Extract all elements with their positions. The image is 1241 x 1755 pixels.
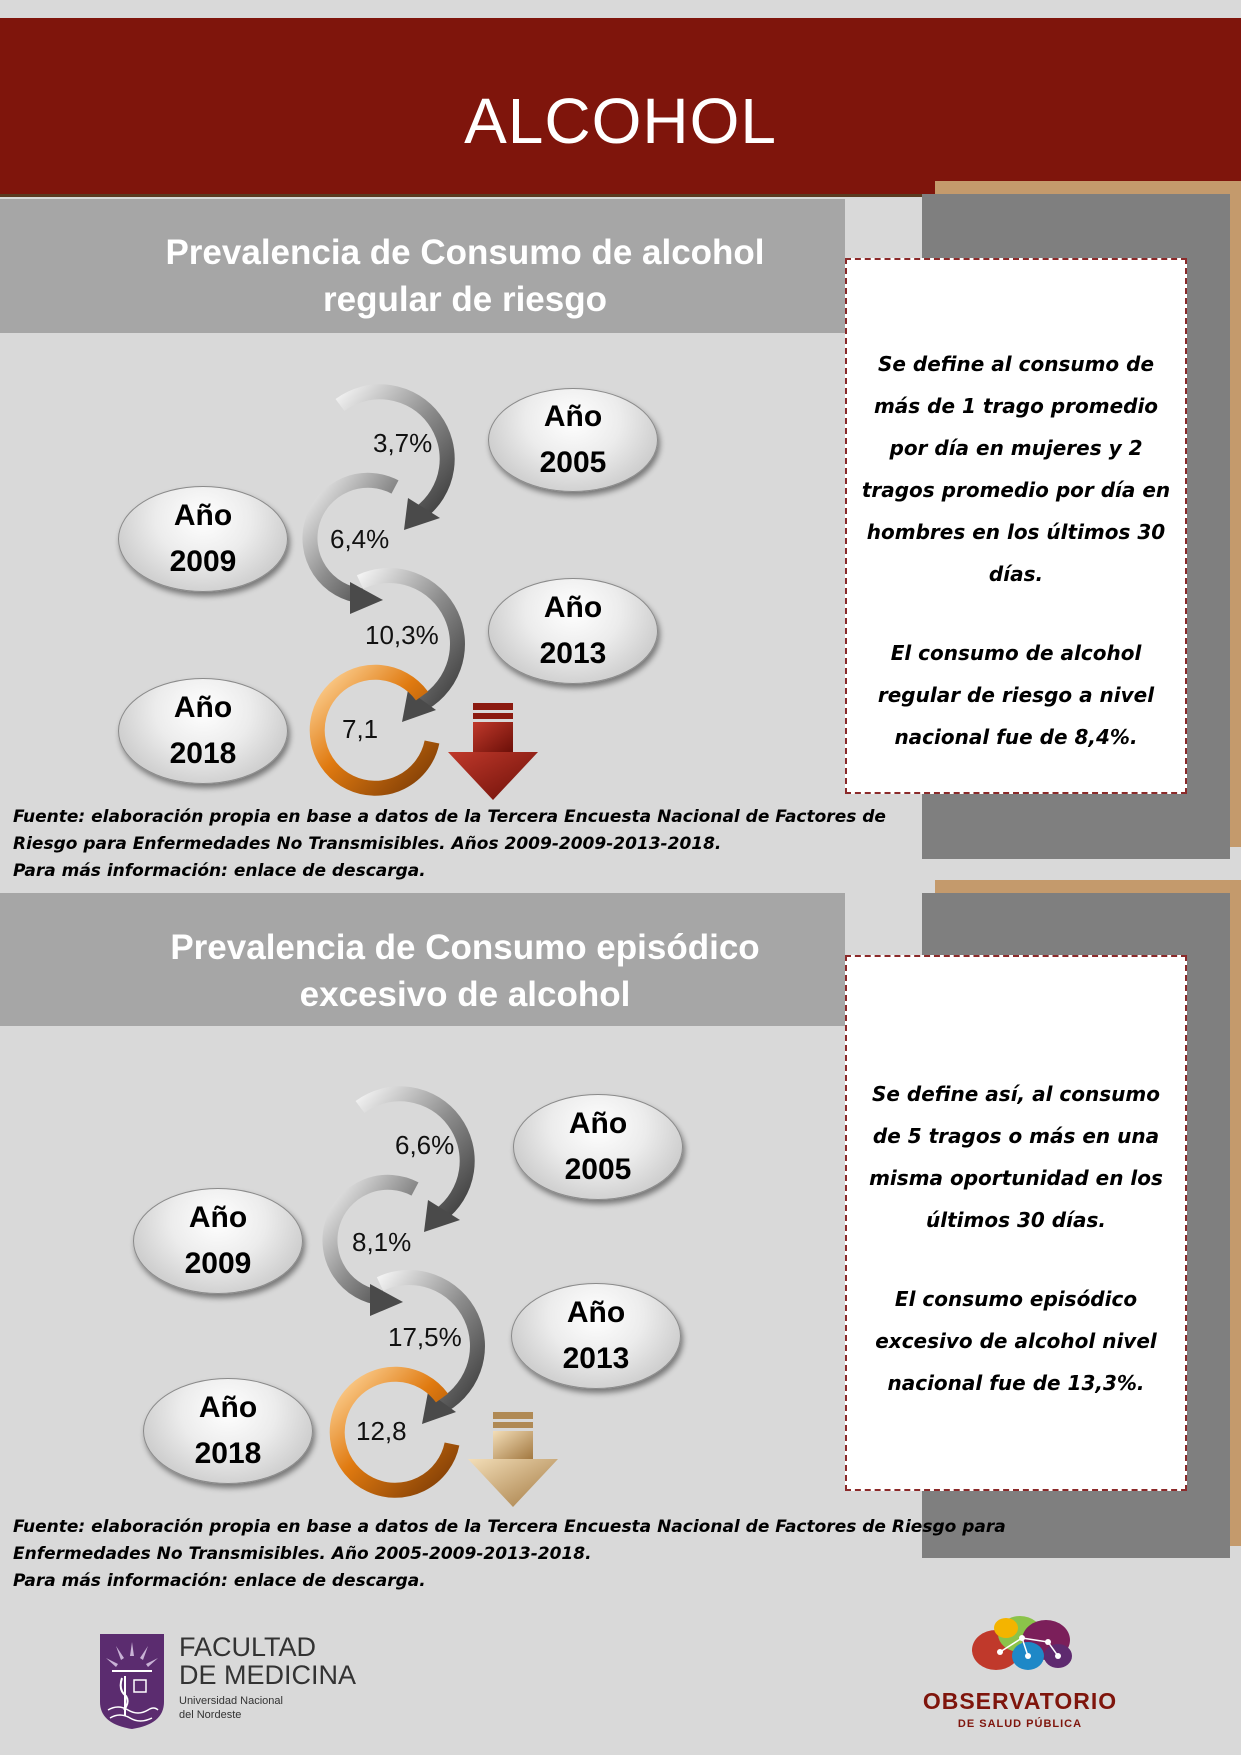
- observatorio-line1: OBSERVATORIO: [922, 1688, 1118, 1714]
- section2-download-link[interactable]: Para más información: enlace de descarga.: [13, 1571, 426, 1591]
- section1-value-2009: 6,4%: [330, 524, 390, 554]
- section1-down-arrow-icon: [448, 703, 538, 800]
- section1-info-national: El consumo de alcohol regular de riesgo a nivel nacional fue de 8,4%.: [877, 641, 1155, 749]
- section2-info-box: [845, 955, 1187, 1491]
- facultad-line3: Universidad Nacional: [179, 1695, 283, 1707]
- section2-source: [13, 1514, 1006, 1595]
- section2-year-2018: [143, 1378, 313, 1484]
- section1-info-box: [845, 258, 1187, 794]
- section1-year-2009: [118, 486, 288, 592]
- section2-down-arrow-icon: [468, 1412, 558, 1507]
- year-label: Año: [188, 1201, 248, 1234]
- section1-source: [13, 804, 886, 885]
- section1-info-definition: Se define al consumo de más de 1 trago promedio por día en mujeres y 2 tragos promedio por día en hombres en los últimos 30 días.: [861, 352, 1171, 586]
- section1-title-line1: Prevalencia de Consumo de alcohol: [165, 233, 765, 272]
- section2-title-line1: Prevalencia de Consumo episódico: [170, 928, 760, 967]
- year-number: 2005: [539, 446, 607, 479]
- year-number: 2018: [169, 737, 237, 770]
- year-number: 2009: [184, 1247, 252, 1280]
- facultad-line4: del Nordeste: [179, 1709, 242, 1721]
- section2-title: [0, 924, 930, 1018]
- year-number: 2013: [539, 637, 607, 670]
- brain-icon: [970, 1612, 1080, 1674]
- facultad-shield-icon: [98, 1632, 166, 1730]
- section1-value-2018: 7,1: [342, 714, 379, 744]
- section2-source-line1: Fuente: elaboración propia en base a datos de la Tercera Encuesta Nacional de Factores de Riesgo para: [13, 1517, 1006, 1537]
- observatorio-logo: [920, 1610, 1120, 1740]
- year-label: Año: [568, 1107, 628, 1140]
- section2-title-line2: excesivo de alcohol: [299, 975, 631, 1014]
- section2-year-2005: [513, 1094, 683, 1200]
- section2-year-2013: [511, 1283, 681, 1389]
- year-number: 2018: [194, 1437, 262, 1470]
- year-label: Año: [566, 1296, 626, 1329]
- section1-year-2018: [118, 678, 288, 784]
- section1-title: [0, 229, 930, 323]
- page-title: ALCOHOL: [464, 85, 777, 157]
- year-number: 2005: [564, 1153, 632, 1186]
- section1-value-2005: 3,7%: [373, 428, 433, 458]
- facultad-line2: DE MEDICINA: [179, 1660, 357, 1690]
- section1-value-2013: 10,3%: [365, 620, 439, 650]
- facultad-medicina-logo: [98, 1632, 368, 1732]
- year-number: 2009: [169, 545, 237, 578]
- year-label: Año: [173, 691, 233, 724]
- top-strip: [0, 0, 1241, 18]
- section2-info-definition: Se define así, al consumo de 5 tragos o más en una misma oportunidad en los últimos 30 días.: [869, 1082, 1163, 1232]
- section1-title-line2: regular de riesgo: [323, 280, 607, 319]
- section1-arc-2005: [340, 392, 447, 530]
- section2-year-2009: [133, 1188, 303, 1294]
- section2-value-2009: 8,1%: [352, 1227, 412, 1257]
- section1-download-link[interactable]: Para más información: enlace de descarga.: [13, 861, 426, 881]
- section2-source-line2: Enfermedades No Transmisibles. Año 2005-2009-2013-2018.: [13, 1544, 592, 1564]
- year-label: Año: [543, 400, 603, 433]
- year-label: Año: [173, 499, 233, 532]
- section1-year-2005: [488, 388, 658, 492]
- section2-value-2005: 6,6%: [395, 1130, 455, 1160]
- section2-value-2013: 17,5%: [388, 1322, 462, 1352]
- section1-source-line1: Fuente: elaboración propia en base a datos de la Tercera Encuesta Nacional de Factores de: [13, 807, 886, 827]
- section1-year-2013: [488, 578, 658, 684]
- section2-value-2018: 12,8: [356, 1416, 407, 1446]
- year-label: Año: [543, 591, 603, 624]
- section1-source-line2: Riesgo para Enfermedades No Transmisibles. Años 2009-2009-2013-2018.: [13, 834, 722, 854]
- section2-info-national: El consumo episódico excesivo de alcohol nivel nacional fue de 13,3%.: [875, 1287, 1157, 1395]
- year-number: 2013: [562, 1342, 630, 1375]
- year-label: Año: [198, 1391, 258, 1424]
- section2-arc-2005: [360, 1094, 467, 1232]
- observatorio-line2: DE SALUD PÚBLICA: [957, 1718, 1083, 1730]
- facultad-line1: FACULTAD: [179, 1632, 317, 1662]
